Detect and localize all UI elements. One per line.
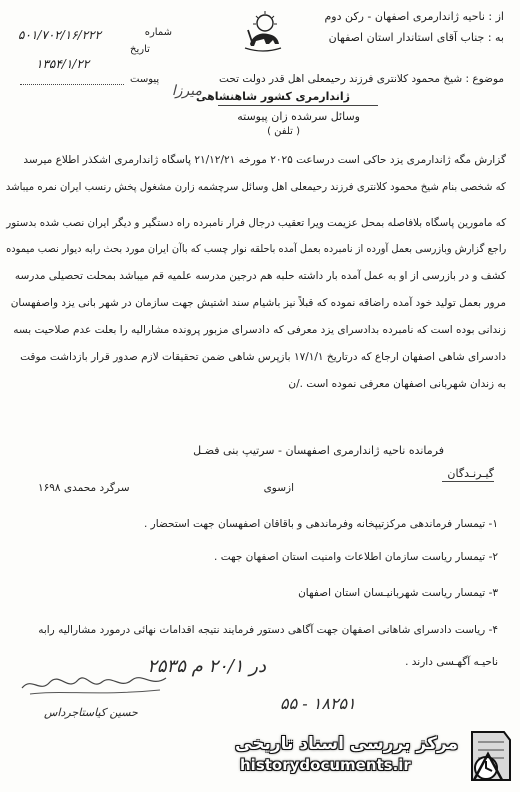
attachment-label: پیوست (130, 74, 160, 85)
body-line: مرور بعمل تولید خود آمده راضاقه نموده که قبلاً نیز باشیام سند اشتیش جهت سازمان در شهر بانی یزد واصفهسان (10, 297, 506, 309)
body-line: به زندان شهربانی اصفهان معرفی نموده است ./ن (288, 378, 506, 390)
distribution-item: ۲- تیمسار ریاست سازمان اطلاعات وامنیت استان اصفهان جهت . (214, 551, 498, 563)
from-label: از : (488, 10, 504, 23)
body-line: راجع گزارش وبازرسی بعمل آورده از نامبرده بعمل آمده باحلقه نوار چسب که باآن ایران مورد بحث رابه دیوار نصب میموده (5, 243, 506, 255)
archive-logo-icon (464, 728, 512, 784)
date-label: تاریخ (130, 44, 150, 55)
subject-label: موضوع : (465, 73, 504, 85)
subject-underline (218, 105, 378, 106)
distribution-item: ۴- ریاست دادسرای شاهانی اصفهان جهت آگاهی دستور فرمایند نتیجه اقدامات نهائی درمورد مشارالیه رابه (38, 624, 498, 636)
number-value: ۵۰۱/۷۰۲/۱۶/۲۲۲ (18, 28, 102, 42)
subject-line-2: ژاندارمری کشور شاهنشاهی (195, 90, 350, 103)
lion-and-sun-emblem-icon (242, 8, 284, 54)
distribution-item: ۱- تیمسار فرماندهی مرکزتیپخانه وفرماندهی و باقاقان اصفهسان جهت استحضار . (143, 518, 498, 530)
to-label: به : (487, 31, 504, 44)
from-text: ناحیه ژاندارمری اصفهان - رکن دوم (324, 10, 485, 23)
distribution-item: ناحیـه آگهـسی دارند . (405, 656, 498, 668)
registry-number: ۵۵ - ۱۸۲۵۱ (280, 694, 356, 713)
date-value: ۱۳۵۴/۱/۲۲ (36, 57, 90, 71)
body-line: کشف و در بازرسی از او به عمل آمده بار داشته حلبه هم درجین مدرسه علمیه قم میباشد بمحلت تحصیلی مدرسه (14, 270, 506, 282)
distribution-item: ۳- تیمسار ریاست شهربانیـسان استان اصفهان (298, 587, 498, 599)
number-label: شماره (144, 27, 172, 38)
body-line: که مامورین پاسگاه بلافاصله بمحل عزیمت ویرا تعقیب درجال فرار نامبرده راه دستگیر و دیگر ایران نصب شده بدستور (6, 217, 506, 229)
body-line: که شخصی بنام شیخ محمود کلانتری فرزند رحیمعلی اهل وسائل سرچشمه زارن مشغول پخش رنسب ایران نمره میباشد (5, 181, 506, 193)
by-order-signature: سرگرد محمدی ۱۶۹۸ (38, 482, 130, 494)
handwritten-receipt-date: در ۲۰/۱ م ۲۵۳۵ (147, 656, 266, 677)
body-line: گزارش مگه ژاندارمری یزد حاکی است درساعت ۲۰۲۵ مورخه ۲۱/۱۲/۲۱ پاسگاه ژاندارمری اشکذر اطلاع میرسد (23, 154, 506, 166)
commander-line: فرمانده ناحیه ژاندارمری اصفهسان - سرتیپ بنی فضـل (193, 444, 444, 457)
subject-line-1: شیخ محمود کلانتری فرزند رحیمعلی اهل قدر دولت تحت (219, 73, 463, 85)
to-text: جناب آقای استاندار استان اصفهان (328, 31, 485, 44)
from-line: ازسوی (263, 482, 294, 494)
subject-line-4: ( تلفن ) (267, 126, 300, 137)
handwritten-clerk-note: حسین کیاستاجرداس (44, 706, 138, 719)
body-line: زندانی بوده است که نامبرده بدادسرای یزد معرفی که دادسرای مزبور پرونده مشارالیه را بعلت عدم صلاحیت بسه (13, 324, 506, 336)
subject-line-3: وسائل سرشده زان پیوسته (237, 110, 360, 123)
handwritten-scribble-icon (20, 668, 170, 698)
recipients-underline (442, 481, 494, 482)
handwritten-margin-note: میرزا (171, 83, 202, 99)
watermark-label: مرکز بررسی اسناد تاریخی (235, 734, 458, 754)
recipients-label: گیـرنـدگان (447, 467, 494, 480)
body-line: دادسرای شاهی اصفهان ارجاع که درتاریخ ۱۷/۱/۱ بازپرس شاهی ضمن تحقیقات لازم صدور قرار بازداشت موقت (20, 351, 506, 363)
attachment-dots (20, 84, 124, 85)
watermark-url: historydocuments.ir (240, 756, 411, 774)
